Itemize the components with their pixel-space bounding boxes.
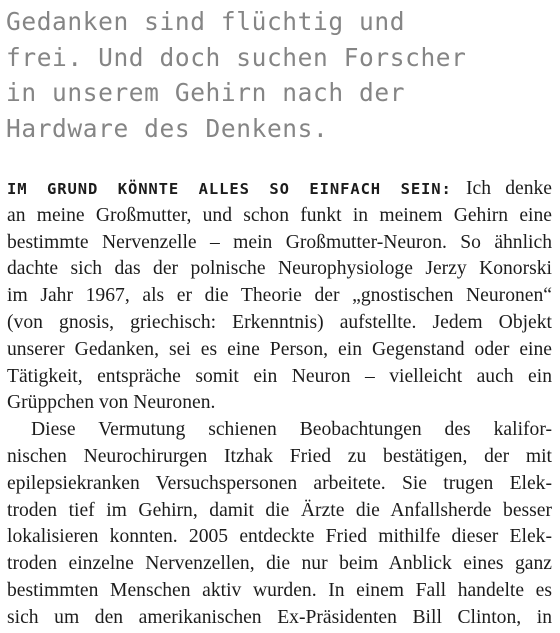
text-line: sich um den amerikanischen Ex-Präsidenten Bill Clinton, in: [7, 606, 552, 628]
text-line: Diese Vermutung schienen Beobachtungen des kalifor-: [31, 419, 552, 441]
paragraph-2: [7, 417, 552, 631]
text-line: troden einzelne Nervenzellen, die nur beim Anblick eines ganz: [7, 553, 552, 575]
headline-line: Gedanken sind flüchtig und: [6, 7, 406, 36]
headline-line: frei. Und doch suchen Forscher: [6, 42, 467, 72]
headline-line: Hardware des Denkens.: [6, 113, 329, 143]
text-line: bestimmten Menschen aktiv wurden. In einem Fall handelte es: [7, 579, 552, 601]
article-body: [7, 176, 552, 632]
text-line: Tätigkeit, entspräche somit ein Neuron – vielleicht auch ein: [7, 365, 552, 387]
text-line: nischen Neurochirurgen Itzhak Fried zu bestätigen, der mit: [7, 445, 552, 467]
text-line: dachte sich das der polnische Neurophysiologe Jerzy Konorski: [7, 258, 552, 280]
headline: [6, 4, 546, 146]
text-line: bestimmte Nervenzelle – mein Großmutter-Neuron. So ähnlich: [7, 231, 552, 253]
text-line: im Jahr 1967, als er die Theorie der „gnostischen Neuronen“: [7, 285, 552, 307]
lead-in-continuation: Ich denke: [465, 178, 553, 199]
text-line: troden tief im Gehirn, damit die Ärzte die Anfallsherde besser: [7, 499, 552, 521]
paragraph-1: [7, 176, 552, 417]
text-line: (von gnosis, griechisch: Erkenntnis) aufstellte. Jedem Objekt: [7, 311, 552, 333]
lead-in-heading: IM GRUND KÖNNTE ALLES SO EINFACH SEIN:: [7, 180, 452, 198]
text-line: epilepsiekranken Versuchspersonen arbeitete. Sie trugen Elek-: [7, 472, 552, 494]
text-line: [7, 176, 552, 203]
text-line: Grüppchen von Neuronen.: [7, 392, 216, 414]
text-line: lokalisieren konnten. 2005 entdeckte Fried mithilfe dieser Elek-: [7, 526, 552, 548]
text-line: an meine Großmutter, und schon funkt in meinem Gehirn eine: [7, 204, 552, 226]
text-line: unserer Gedanken, sei es eine Person, ein Gegenstand oder eine: [7, 338, 552, 360]
headline-line: in unserem Gehirn nach der: [6, 78, 406, 107]
